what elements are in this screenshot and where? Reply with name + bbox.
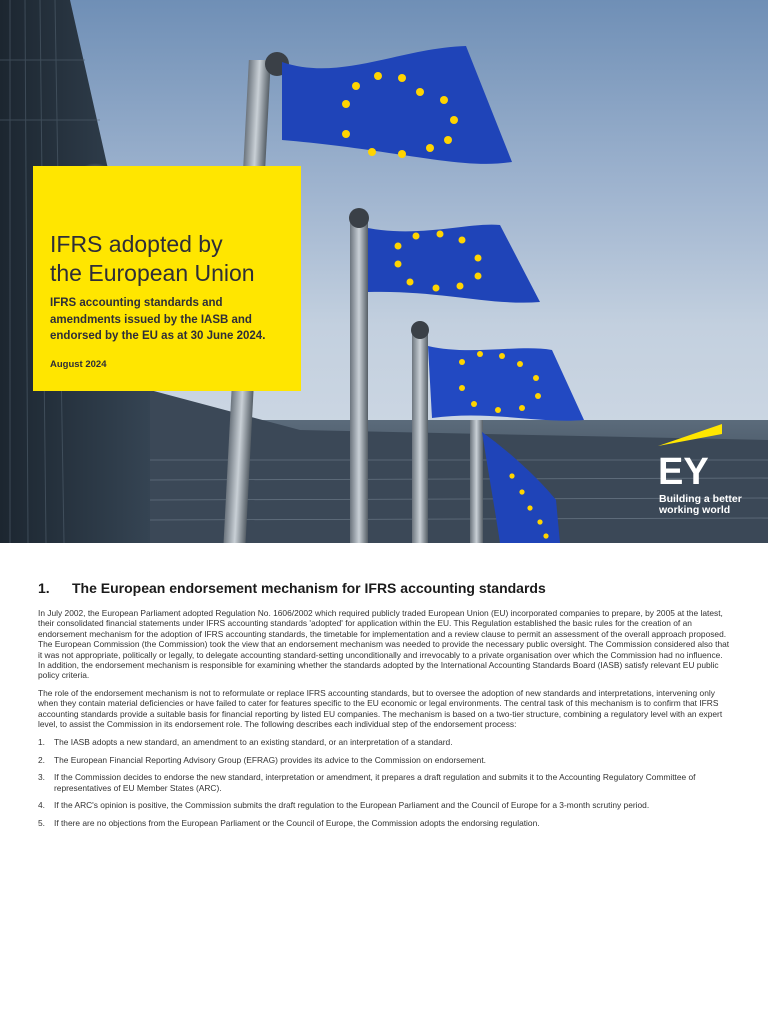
paragraph-1: In July 2002, the European Parliament adopted Regulation No. 1606/2002 which required publicly traded European Union (EU) incorporated companies to prepare, by 2005 at the latest, their consolidated financial statements under IFRS accounting standards 'adopted' for application within the EU. This Regulation established the basic rules for the creation of an endorsement mechanism for the adoption of IFRS accounting standards, the timetable for implementation and a review clause to permit an assessment of the overall approach proposed. The European Commission (the Commission) took the view that an endorsement mechanism was needed to provide the necessary public oversight. The Commission considered also that it was not appropriate, politically or legally, to delegate accounting standard-setting unconditionally and irrevocably to a private organisation over which the Commission had no influence. In addition, the endorsement mechanism is responsible for examining whether the standards adopted by the International Accounting Standards Board (IASB) satisfy relevant EU public policy criteria. <box>38 608 730 681</box>
section-title: The European endorsement mechanism for IFRS accounting standards <box>72 580 546 596</box>
list-item <box>38 800 730 810</box>
cover-title-line-1: IFRS adopted by <box>50 231 223 257</box>
ey-wordmark: EY <box>658 451 709 493</box>
step-number: 5. <box>38 817 45 828</box>
step-number: 2. <box>38 754 45 765</box>
step-text: The European Financial Reporting Advisory Group (EFRAG) provides its advice to the Commission on endorsement. <box>54 754 486 765</box>
ey-tagline <box>659 494 759 516</box>
cover-subtitle: IFRS accounting standards and amendments issued by the IASB and endorsed by the EU as at 30 June 2024. <box>50 297 266 342</box>
step-text: If the Commission decides to endorse the new standard, interpretation or amendment, it prepares a draft regulation and submits it to the Accounting Regulatory Committee of representatives of EU Member States (ARC). <box>54 772 696 793</box>
step-text: The IASB adopts a new standard, an amendment to an existing standard, or an interpretation of a standard. <box>54 737 453 748</box>
endorsement-steps-list <box>38 737 730 827</box>
step-number: 3. <box>38 772 45 783</box>
title-panel <box>33 166 301 391</box>
step-number: 4. <box>38 800 45 811</box>
step-number: 1. <box>38 737 45 748</box>
section-number: 1. <box>38 580 50 596</box>
ey-logo <box>656 424 756 519</box>
cover-date: August 2024 <box>50 359 107 370</box>
ey-beam-icon <box>656 424 756 494</box>
step-text: If the ARC's opinion is positive, the Commission submits the draft regulation to the European Parliament and the Council of Europe for a 3-month scrutiny period. <box>54 800 650 811</box>
list-item <box>38 772 730 793</box>
cover-title-line-2: the European Union <box>50 260 255 286</box>
list-item <box>38 818 730 828</box>
ey-tagline-line-2: working world <box>659 504 731 516</box>
section-content <box>38 580 730 835</box>
cover-title <box>50 230 255 288</box>
step-text: If there are no objections from the European Parliament or the Council of Europe, the Commission adopts the endorsing regulation. <box>54 817 540 828</box>
section-heading <box>38 580 730 596</box>
ey-tagline-line-1: Building a better <box>659 493 742 505</box>
list-item <box>38 737 730 747</box>
list-item <box>38 755 730 765</box>
paragraph-2: The role of the endorsement mechanism is not to reformulate or replace IFRS accounting standards, but to oversee the adoption of new standards and interpretations, intervening only when they contain material deficiencies or have failed to cater for features specific to the EU economic or legal environments. The central task of this mechanism is to confirm that IFRS accounting standards provide a suitable basis for financial reporting by listed EU companies. The mechanism is based on a two-tier structure, combining a regulatory level with an expert level, to assist the Commission in its endorsement role. The following describes each individual step of the endorsement process: <box>38 687 723 730</box>
